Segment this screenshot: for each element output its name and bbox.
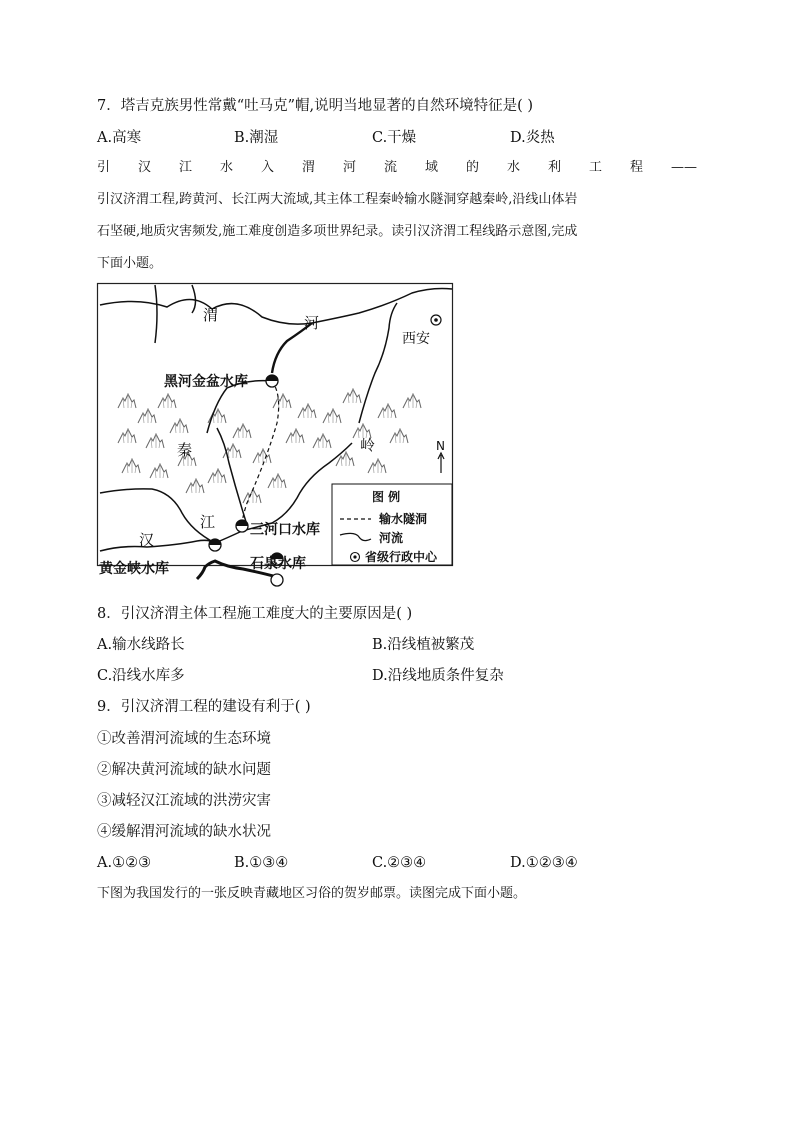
q9-option-c[interactable]: C.②③④ [372,855,427,871]
label-sanhekou-reservoir: 三河口水库 [250,522,320,538]
label-qin: 秦 [177,441,193,459]
reservoir-huangjinxia [209,539,221,551]
label-shiquan-reservoir: 石泉水库 [250,556,306,572]
reservoir-heihe [266,375,278,387]
label-wei: 渭 [203,306,219,324]
legend-title: 图 例 [372,490,401,504]
passage-char: 河 [343,160,357,175]
label-he: 河 [304,314,320,332]
project-route-map [97,283,453,577]
passage-char: 江 [179,160,193,175]
q8-option-a[interactable]: A.输水线路长 [97,637,185,653]
legend-box [332,484,452,565]
q8-stem: 8．引汉济渭主体工程施工难度大的主要原因是( ) [97,606,413,622]
passage-line-1 [97,161,697,174]
legend-river: 河流 [379,531,404,545]
q9-option-a[interactable]: A.①②③ [97,855,152,871]
q9-option-b[interactable]: B.①③④ [234,855,289,871]
label-jiang: 江 [200,513,216,531]
passage-char: 引 [97,160,111,175]
passage-char: 流 [384,160,398,175]
legend-tunnel: 输水隧洞 [379,512,428,526]
q9-stem: 9．引汉济渭工程的建设有利于( ) [97,699,311,715]
label-han: 汉 [139,531,155,549]
passage-line-2: 引汉济渭工程,跨黄河、长江两大流域,其主体工程秦岭输水隧洞穿越秦岭,沿线山体岩 [97,192,578,207]
label-huangjinxia-reservoir: 黄金峡水库 [99,561,169,577]
q9-item-2: ②解决黄河流域的缺水问题 [97,762,271,778]
passage-char: 工 [589,160,603,175]
q8-option-c[interactable]: C.沿线水库多 [97,668,185,684]
passage-char: 入 [261,160,275,175]
passage-char: 的 [466,160,480,175]
passage-char: —— [671,160,697,175]
label-xian: 西安 [402,331,430,347]
q7-option-d[interactable]: D.炎热 [510,130,555,146]
q9-item-3: ③减轻汉江流域的洪涝灾害 [97,793,271,809]
q9-option-d[interactable]: D.①②③④ [510,855,578,871]
passage-line-3: 石坚硬,地质灾害频发,施工难度创造多项世界纪录。读引汉济渭工程线路示意图,完成 [97,224,578,239]
q8-option-b[interactable]: B.沿线植被繁茂 [372,637,475,653]
legend-capital: 省级行政中心 [365,550,438,564]
q7-option-a[interactable]: A.高寒 [97,130,142,146]
north-label: N [436,439,445,453]
passage-char: 利 [548,160,562,175]
q8-option-d[interactable]: D.沿线地质条件复杂 [372,668,504,684]
label-heihe-reservoir: 黑河金盆水库 [164,374,248,390]
next-figure-intro: 下图为我国发行的一张反映青藏地区习俗的贺岁邮票。读图完成下面小题。 [97,886,527,901]
q7-option-b[interactable]: B.潮湿 [234,130,279,146]
reservoir-sanhekou [236,520,248,532]
passage-char: 程 [630,160,644,175]
q9-item-4: ④缓解渭河流域的缺水状况 [97,824,271,840]
q7-stem: 7．塔吉克族男性常戴“吐马克”帽,说明当地显著的自然环境特征是( ) [97,98,534,114]
passage-char: 渭 [302,160,316,175]
passage-char: 汉 [138,160,152,175]
passage-char: 水 [220,160,234,175]
q7-option-c[interactable]: C.干燥 [372,130,417,146]
passage-char: 水 [507,160,521,175]
passage-line-4: 下面小题。 [97,256,163,271]
passage-char: 域 [425,160,439,175]
capital-symbol [431,315,441,325]
label-ling: 岭 [360,436,376,454]
q9-item-1: ①改善渭河流域的生态环境 [97,731,271,747]
